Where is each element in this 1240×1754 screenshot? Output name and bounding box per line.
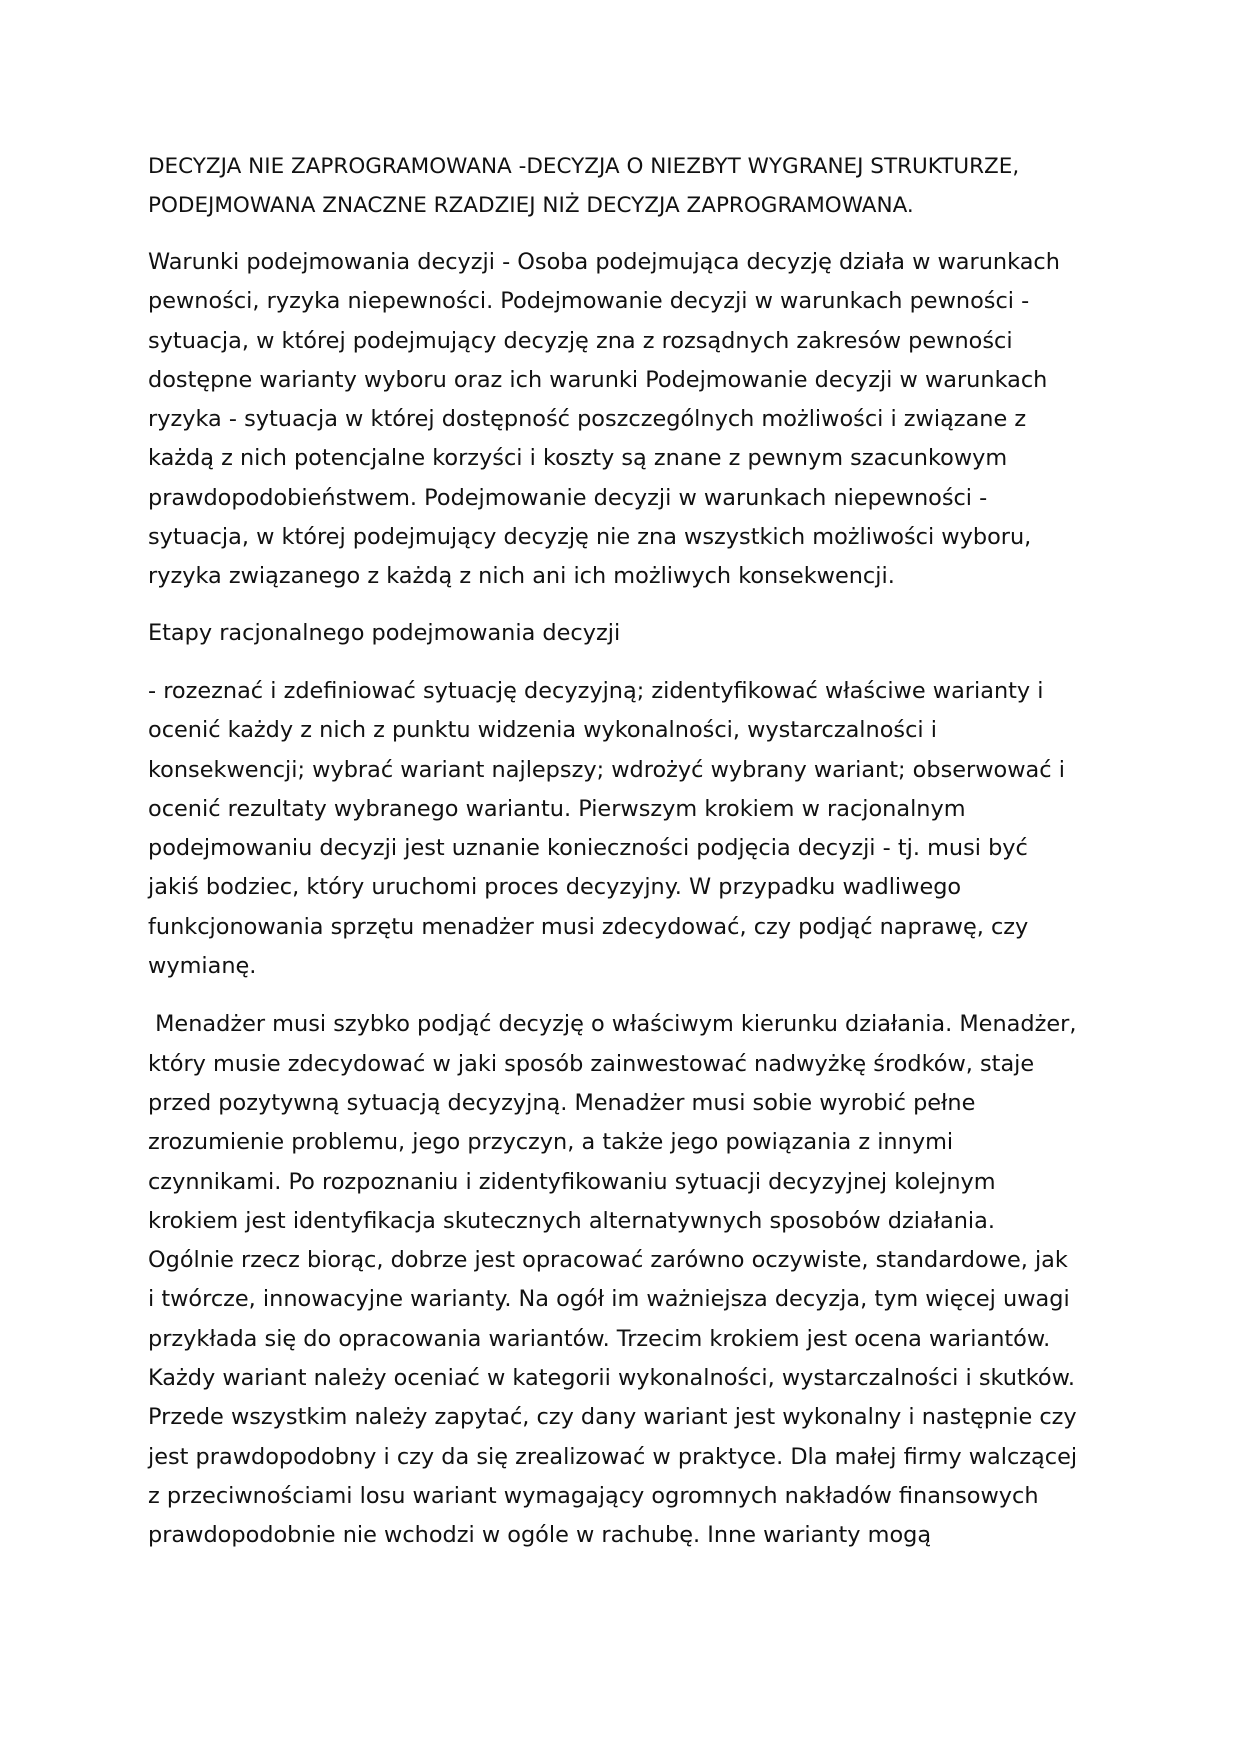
text-line: prawdopodobieństwem. Podejmowanie decyzji w warunkach niepewności -: [148, 484, 988, 511]
text-line: który musie zdecydować w jaki sposób zainwestować nadwyżkę środków, staje: [148, 1050, 1035, 1077]
text-line: prawdopodobnie nie wchodzi w ogóle w rachubę. Inne warianty mogą: [148, 1522, 932, 1549]
text-line: sytuacja, w której podejmujący decyzję zna z rozsądnych zakresów pewności: [148, 327, 1013, 354]
heading-line: DECYZJA NIE ZAPROGRAMOWANA -DECYZJA O NIEZBYT WYGRANEJ STRUKTURZE,: [148, 154, 1020, 179]
text-line: Każdy wariant należy oceniać w kategorii wykonalności, wystarczalności i skutków.: [148, 1365, 1075, 1392]
text-line: ocenić każdy z nich z punktu widzenia wykonalności, wystarczalności i: [148, 717, 937, 744]
text-line: czynnikami. Po rozpoznaniu i zidentyfikowaniu sytuacji decyzyjnej kolejnym: [148, 1168, 996, 1195]
text-line: konsekwencji; wybrać wariant najlepszy; wdrożyć wybrany wariant; obserwować i: [148, 756, 1065, 783]
heading-line: PODEJMOWANA ZNACZNE RZADZIEJ NIŻ DECYZJA ZAPROGRAMOWANA.: [148, 192, 914, 218]
text-line: sytuacja, w której podejmujący decyzję nie zna wszystkich możliwości wyboru,: [148, 524, 1032, 551]
text-line: każdą z nich potencjalne korzyści i koszty są znane z pewnym szacunkowym: [148, 445, 1008, 472]
text-line: krokiem jest identyfikacja skutecznych alternatywnych sposobów działania.: [148, 1207, 995, 1234]
text-line: funkcjonowania sprzętu menadżer musi zdecydować, czy podjąć naprawę, czy: [148, 913, 1029, 940]
text-line: przed pozytywną sytuacją decyzyjną. Menadżer musi sobie wyrobić pełne: [148, 1089, 976, 1116]
section-title-stages: [148, 614, 1100, 653]
text-line: ryzyka związanego z każdą z nich ani ich możliwych konsekwencji.: [148, 563, 895, 590]
text-line: ocenić rezultaty wybranego wariantu. Pierwszym krokiem w racjonalnym: [148, 795, 966, 822]
paragraph-decision-stages: [148, 672, 1100, 986]
text-line: ryzyka - sytuacja w której dostępność poszczególnych możliwości i związane z: [148, 406, 1027, 433]
text-line: z przeciwnościami losu wariant wymagający ogromnych nakładów finansowych: [148, 1482, 1039, 1509]
text-line: Menadżer musi szybko podjąć decyzję o właściwym kierunku działania. Menadżer,: [148, 1011, 1077, 1038]
text-line: jakiś bodziec, który uruchomi proces decyzyjny. W przypadku wadliwego: [148, 874, 962, 901]
text-line: dostępne warianty wyboru oraz ich warunki Podejmowanie decyzji w warunkach: [148, 366, 1048, 393]
text-line: Ogólnie rzecz biorąc, dobrze jest opracować zarówno oczywiste, standardowe, jak: [148, 1247, 1068, 1274]
paragraph-decision-conditions: [148, 243, 1100, 597]
paragraph-manager: [148, 1005, 1100, 1555]
text-line: Etapy racjonalnego podejmowania decyzji: [148, 619, 621, 646]
text-line: przykłada się do opracowania wariantów. Trzecim krokiem jest ocena wariantów.: [148, 1325, 1051, 1352]
text-line: - rozeznać i zdefiniować sytuację decyzyjną; zidentyfikować właściwe warianty i: [148, 677, 1044, 704]
text-line: zrozumienie problemu, jego przyczyn, a także jego powiązania z innymi: [148, 1129, 954, 1156]
text-line: i twórcze, innowacyjne warianty. Na ogół im ważniejsza decyzja, tym więcej uwagi: [148, 1286, 1070, 1313]
text-line: wymianę.: [148, 953, 257, 980]
document-page: [148, 148, 1100, 1556]
text-line: Przede wszystkim należy zapytać, czy dany wariant jest wykonalny i następnie czy: [148, 1404, 1077, 1431]
text-line: podejmowaniu decyzji jest uznanie konieczności podjęcia decyzji - tj. musi być: [148, 835, 1028, 862]
text-line: Warunki podejmowania decyzji - Osoba podejmująca decyzję działa w warunkach: [148, 249, 1060, 275]
text-line: jest prawdopodobny i czy da się zrealizować w praktyce. Dla małej firmy walczącej: [148, 1443, 1078, 1470]
document-heading: [148, 148, 1100, 225]
text-line: pewności, ryzyka niepewności. Podejmowanie decyzji w warunkach pewności -: [148, 288, 1030, 315]
